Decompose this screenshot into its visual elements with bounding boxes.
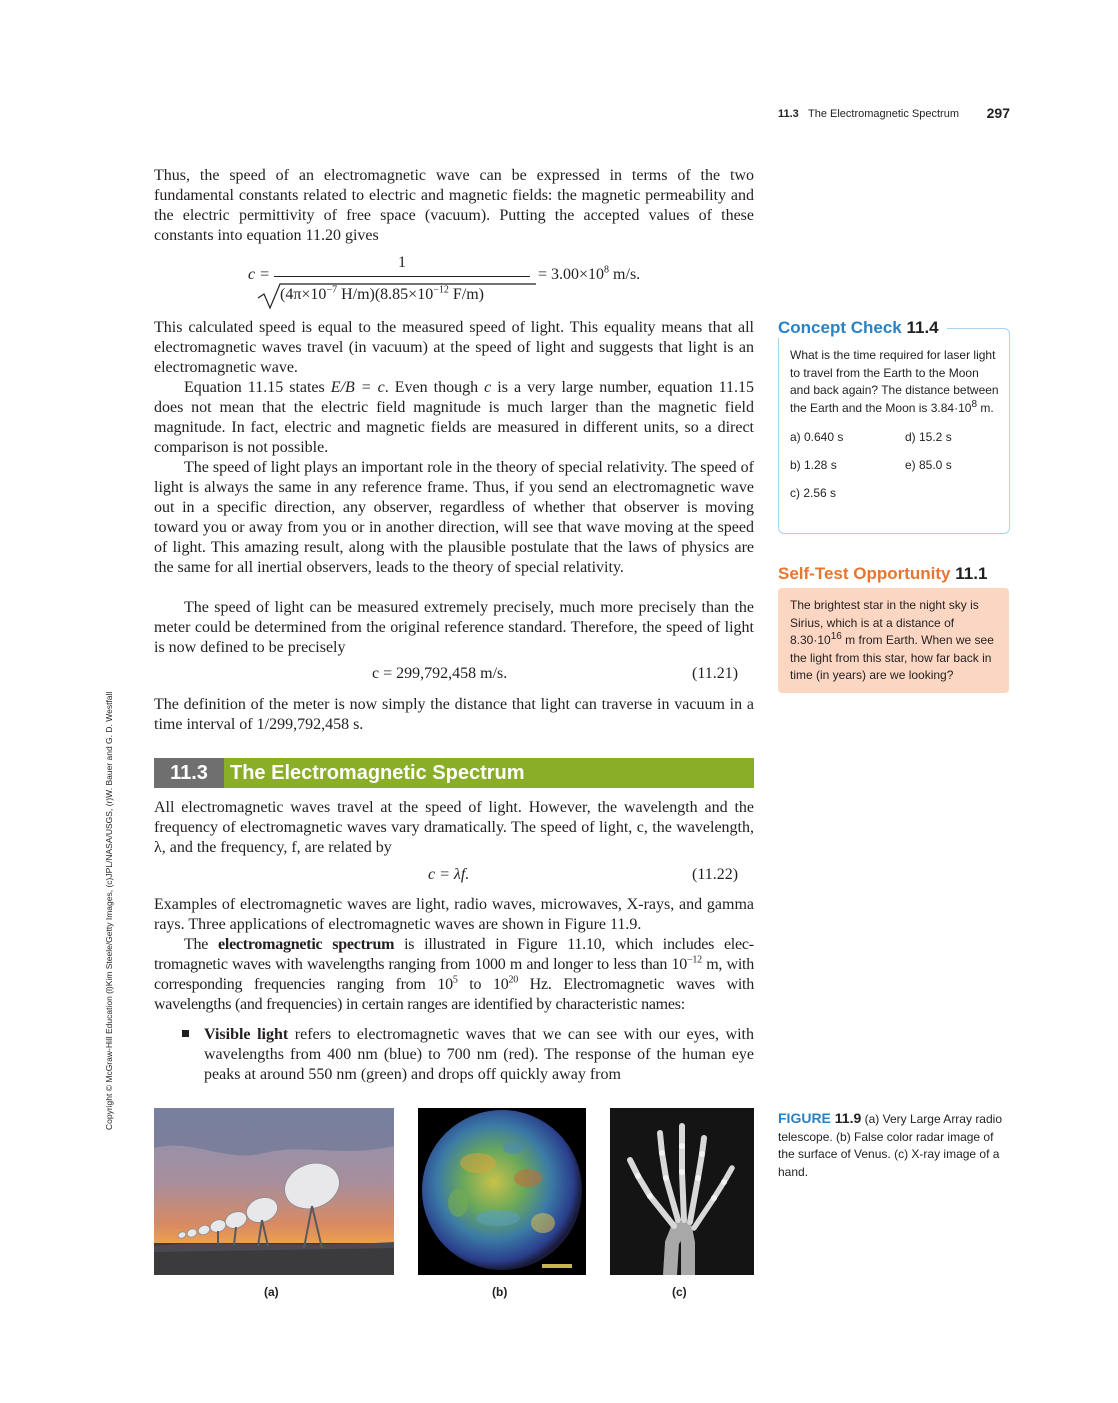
paragraph-em-spectrum: The electromagnetic spectrum is illustrated in Figure 11.10, which includes electromagnetic waves with wavelengths ranging from 1000 m and longer to less than $10^{-12}$ m, with corresponding frequencies ranging from $10^5$ to $10^{20}$ Hz. Electromagnetic waves with wavelengths (and frequencies) in certain ranges are identified by characteristic names: <box>154 936 755 1013</box>
self-test-question: The brightest star in the night sky is Sirius, which is at a distance of $8.30\cdot 10^{16}$ m from Earth. When we see the light from this star, how far back in time (in years) are we looking? <box>790 598 994 682</box>
paragraph-intro: Thus, the speed of an electromagnetic wave can be expressed in terms of the two fundamental constants related to electric and magnetic fields: the magnetic permeability and the electric permittivity of free space (vacuum). Putting the accepted values of these constants into equation 11.20 gives <box>154 167 754 244</box>
copyright-credit: Copyright © McGraw-Hill Education (l)Kim Steele/Getty Images, (c)JPL/NASA/USGS, (r)W. Bauer and G. D. Westfall <box>104 691 114 1130</box>
page-number: 297 <box>986 105 1010 121</box>
equation-numerator: 1 <box>398 254 406 271</box>
term-electromagnetic-spectrum: electromagnetic spectrum <box>218 936 395 953</box>
section-title: The Electromagnetic Spectrum <box>230 762 525 784</box>
equation-11-22: c = λf. <box>428 866 470 883</box>
concept-check-title: Concept Check 11.4 <box>778 318 947 338</box>
equation-number-11-22: (11.22) <box>692 866 739 883</box>
figure-c-label: (c) <box>672 1285 687 1299</box>
equation-lhs: c = <box>248 266 270 283</box>
equation-rhs: = $3.00\times 10^8$ m/s. <box>538 264 641 283</box>
bullet-visible-light: Visible light refers to electromagnetic waves that we can see with our eyes, with wavelengths from 400 nm (blue) to 700 nm (red). The response of the human eye peaks at around 550 nm (green) and drops off quickly away from <box>204 1026 755 1083</box>
paragraph-equality: This calculated speed is equal to the measured speed of light. This equality means that all electromagnetic waves travel (in vacuum) at the speed of light and suggests that light is an electromagnetic wave. <box>154 319 754 376</box>
figure-label: FIGURE 11.9 <box>778 1110 862 1126</box>
term-visible-light: Visible light <box>204 1026 289 1043</box>
running-header <box>778 105 1010 126</box>
concept-option-d: d) 15.2 s <box>905 430 952 444</box>
figure-c-xray-hand-image <box>610 1108 754 1275</box>
equation-number-11-21: (11.21) <box>692 665 739 682</box>
figure-a-radio-telescope-image <box>154 1108 394 1275</box>
concept-option-b: b) 1.28 s <box>790 458 837 472</box>
bullet-marker <box>182 1030 189 1037</box>
paragraph-wavelength-frequency: All electromagnetic waves travel at the speed of light. However, the wavelength and the frequency of electromagnetic waves vary dramatically. The speed of light, c, the wavelength, λ, and the frequency, f, are related by <box>154 799 754 856</box>
paragraph-equation-11-15: Equation 11.15 states E/B = c. Even though c is a very large number, equation 11.15 does not mean that the electric field magnitude is much larger than the magnetic field magnitude. In fact, electric and magnetic fields are measured in different units, so a direct comparison is not possible. <box>154 379 755 456</box>
figure-a-label: (a) <box>264 1285 279 1299</box>
paragraph-special-relativity: The speed of light plays an important role in the theory of special relativity. The speed of light is always the same in any reference frame. Thus, if you send an electromagnetic wave out in a specific direction, any observer, regardless of whether that observer is moving toward you or away from you or in another direction, will see that wave moving at the speed of light. This amazing result, along with the plausible postulate that the laws of physics are the same for all inertial observers, leads to the theory of special relativity. <box>154 459 754 576</box>
paragraph-meter-definition: The definition of the meter is now simply the distance that light can traverse in vacuum in a time interval of 1/299,792,458 s. <box>154 696 754 733</box>
concept-check-question: What is the time required for laser light to travel from the Earth to the Moon and back again? The distance between the Earth and the Moon is $3.84\cdot 10^8$ m. <box>790 348 999 415</box>
header-section-title: The Electromagnetic Spectrum <box>807 108 959 120</box>
concept-option-c: c) 2.56 s <box>790 486 837 500</box>
figure-caption: FIGURE 11.9 (a) Very Large Array radio telescope. (b) False color radar image of the surface of Venus. (c) X-ray image of a hand. <box>778 1110 1002 1179</box>
paragraph-examples: Examples of electromagnetic waves are light, radio waves, microwaves, X-rays, and gamma rays. Three applications of electromagnetic waves are shown in Figure 11.9. <box>154 896 754 933</box>
figure-b-venus-image <box>418 1108 586 1275</box>
paragraph-measured-precisely: The speed of light can be measured extremely precisely, much more precisely than the meter could be determined from the original reference standard. Therefore, the speed of light is now defined to be precisely <box>154 599 754 656</box>
concept-option-e: e) 85.0 s <box>905 458 952 472</box>
concept-option-a: a) 0.640 s <box>790 430 844 444</box>
equation-11-21: c = 299,792,458 m/s. <box>372 665 508 682</box>
fraction-bar <box>274 276 530 277</box>
section-number: 11.3 <box>154 758 224 788</box>
figure-b-label: (b) <box>492 1285 508 1299</box>
header-section-number: 11.3 <box>778 108 799 120</box>
equation-denominator: ($4\pi\times 10^{-7}$ $H/m)(8.85\times 10^{-12}$ F/m) <box>280 284 484 303</box>
self-test-title: Self-Test Opportunity 11.1 <box>778 564 988 583</box>
section-heading <box>154 758 754 788</box>
